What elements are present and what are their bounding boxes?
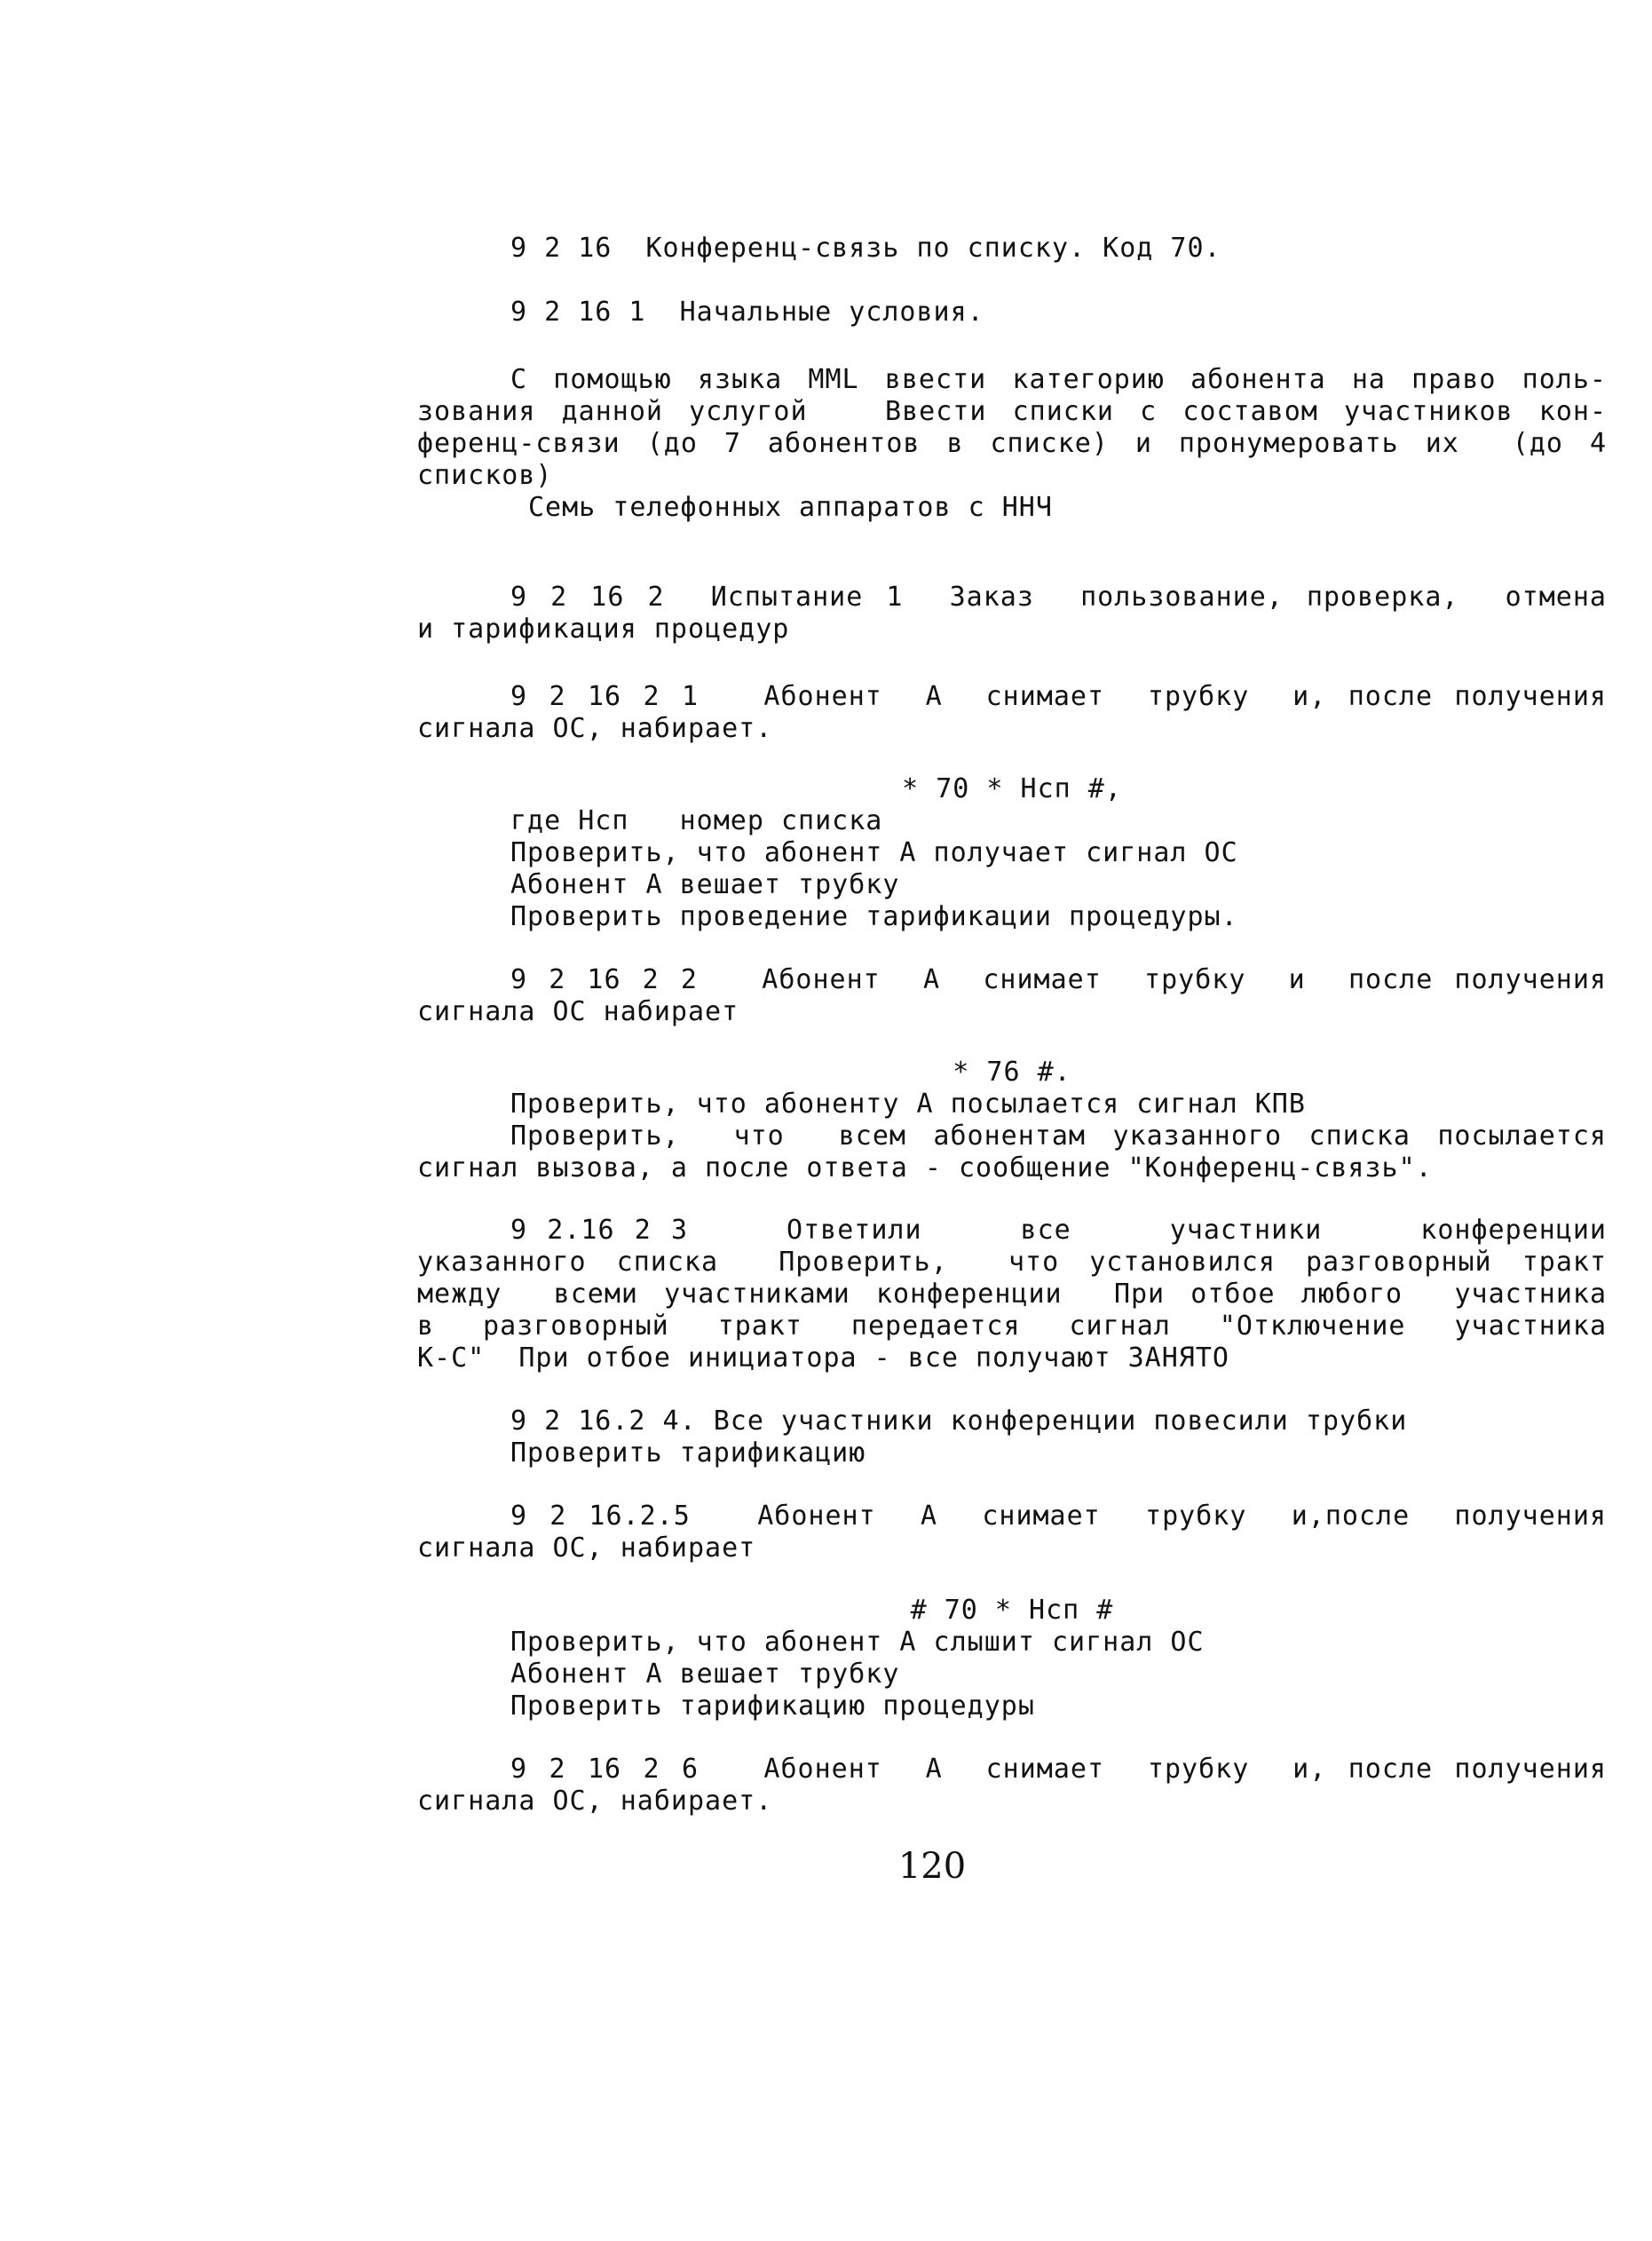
paragraph-line: Проверить тарификацию процедуры [510,1691,1035,1722]
section-heading-9-2-16: 9 2 16 Конференц-связь по списку. Код 70. [510,233,1221,264]
paragraph-line: ференц-связи (до 7 абонентов в списке) и пронумеровать их (до 4 [417,428,1607,459]
step-9-2-16-2-1: 9 2 16 2 1 Абонент А снимает трубку и, после получения [510,681,1607,712]
page-number: 120 [897,1846,967,1887]
paragraph-line: Проверить тарификацию [510,1437,866,1469]
step-9-2-16-2-2: 9 2 16 2 2 Абонент А снимает трубку и после получения [510,964,1607,995]
paragraph-line: Проверить, что абоненту А посылается сигнал КПВ [510,1089,1306,1120]
step-9-2-16-2-6: 9 2 16 2 6 Абонент А снимает трубку и, после получения [510,1754,1607,1785]
paragraph-line: Абонент А вешает трубку [510,869,900,900]
paragraph-line: сигнала ОС набирает [417,996,739,1027]
paragraph-line: где Нсп номер списка [510,805,883,836]
test-heading-1: 9 2 16 2 Испытание 1 Заказ пользование, проверка, отмена [510,582,1607,613]
step-9-2-16-2-4: 9 2 16.2 4. Все участники конференции повесили трубки [510,1406,1408,1437]
subsection-heading-initial-conditions: 9 2 16 1 Начальные условия. [510,297,984,328]
step-9-2-16-2-3: 9 2.16 2 3 Ответили все участники конференции [510,1215,1607,1246]
paragraph-line: Семь телефонных аппаратов с ННЧ [528,492,1053,523]
paragraph-line: сигнал вызова, а после ответа - сообщение "Конференц-связь". [417,1152,1433,1184]
paragraph-line: Проверить, что всем абонентам указанного списка посылается [510,1120,1607,1152]
paragraph-line: С помощью языка MML ввести категорию абонента на право поль- [510,364,1607,395]
paragraph-line: зования данной услугой Ввести списки с составом участников кон- [417,396,1607,427]
paragraph-line: между всеми участниками конференции При отбое любого участника [417,1279,1607,1310]
dial-code: * 76 #. [952,1057,1071,1088]
dial-code: * 70 * Нсп #, [902,773,1122,804]
paragraph-line: Проверить, что абонент А получает сигнал ОС [510,837,1238,868]
paragraph-line: сигнала ОС, набирает [417,1532,756,1564]
paragraph-line: сигнала ОС, набирает. [417,1786,773,1817]
paragraph-line: Проверить, что абонент А слышит сигнал ОС [510,1627,1205,1658]
paragraph-line: Проверить проведение тарификации процедуры. [510,901,1238,932]
step-9-2-16-2-5: 9 2 16.2.5 Абонент А снимает трубку и,после получения [510,1501,1607,1532]
paragraph-line: указанного списка Проверить, что установился разговорный тракт [417,1247,1607,1278]
paragraph-line: в разговорный тракт передается сигнал "Отключение участника [417,1311,1607,1342]
paragraph-line: Абонент А вешает трубку [510,1659,900,1690]
paragraph-line: сигнала ОС, набирает. [417,713,773,744]
paragraph-line: списков) [417,460,553,491]
paragraph-line: и тарификация процедур [417,614,790,645]
dial-code: # 70 * Нсп # [910,1595,1114,1626]
paragraph-line: К-С" При отбое инициатора - все получают ЗАНЯТО [417,1342,1229,1374]
